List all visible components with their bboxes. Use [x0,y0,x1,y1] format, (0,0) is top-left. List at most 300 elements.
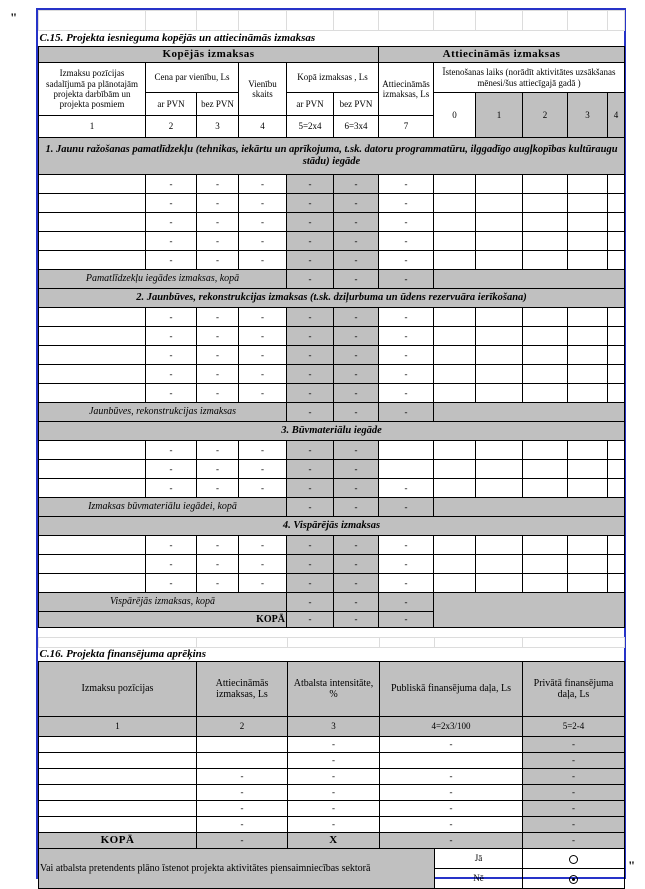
column-header-row [39,63,625,93]
empty-cell [197,11,239,31]
timeline-input[interactable] [568,346,608,365]
column-number: 1 [39,717,197,737]
grand-total-label: KOPĀ [39,833,197,849]
value-cell[interactable]: - [287,213,334,232]
timeline-input[interactable] [568,194,608,213]
item-input[interactable] [39,785,197,801]
value-cell[interactable]: - [334,365,379,384]
value-cell: - [288,801,380,817]
blank-row [39,11,625,31]
item-input[interactable] [39,737,197,753]
timeline-input[interactable] [608,536,625,555]
grand-total-value: - [523,833,625,849]
column-number: 1 [39,116,146,138]
timeline-input[interactable] [523,327,568,346]
value-cell[interactable]: - [146,460,197,479]
value-cell[interactable]: - [197,327,239,346]
timeline-input[interactable] [434,536,476,555]
timeline-input[interactable] [608,213,625,232]
value-cell[interactable]: - [239,555,287,574]
timeline-input[interactable] [608,574,625,593]
value-cell: - [523,769,625,785]
data-row [39,251,625,270]
value-cell[interactable]: - [287,175,334,194]
column-number: 3 [197,116,239,138]
value-cell[interactable]: - [239,441,287,460]
timeline-input[interactable] [523,213,568,232]
empty-cell [379,11,434,31]
item-input[interactable] [39,441,146,460]
timeline-input[interactable] [476,460,523,479]
value-cell[interactable]: - [146,213,197,232]
timeline-input[interactable] [434,327,476,346]
timeline-input[interactable] [476,346,523,365]
value-cell[interactable]: - [379,194,434,213]
value-cell[interactable]: - [239,574,287,593]
data-row [39,753,625,769]
timeline-input[interactable] [568,460,608,479]
value-cell[interactable]: - [197,308,239,327]
subtotal-value: - [379,593,434,612]
subtotal-value: - [287,270,334,289]
column-number: 2 [197,717,288,737]
value-cell[interactable]: - [379,327,434,346]
timeline-input[interactable] [476,194,523,213]
empty-cell [239,11,287,31]
timeline-input[interactable] [523,555,568,574]
timeline-input[interactable] [476,441,523,460]
grand-total-value: - [334,612,379,628]
timeline-input[interactable] [568,213,608,232]
timeline-input[interactable] [523,346,568,365]
shaded-block [434,403,625,422]
timeline-input[interactable] [476,384,523,403]
timeline-input[interactable] [434,251,476,270]
value-cell[interactable]: - [146,536,197,555]
timeline-input[interactable] [523,384,568,403]
value-cell[interactable]: - [287,308,334,327]
value-cell[interactable]: - [197,574,239,593]
timeline-input[interactable] [568,251,608,270]
timeline-input[interactable] [434,574,476,593]
value-cell[interactable]: - [197,479,239,498]
grand-total-label: KOPĀ [39,612,287,628]
empty-cell [39,638,197,648]
data-row [39,175,625,194]
value-cell[interactable]: - [287,441,334,460]
timeline-input[interactable] [523,232,568,251]
value-cell[interactable]: - [287,251,334,270]
value-cell[interactable]: - [287,194,334,213]
value-cell[interactable]: - [379,574,434,593]
value-cell[interactable]: - [287,555,334,574]
item-input[interactable] [39,232,146,251]
value-cell[interactable]: - [146,555,197,574]
empty-cell [39,11,146,31]
value-cell[interactable]: - [239,460,287,479]
value-cell[interactable]: - [239,327,287,346]
value-cell[interactable]: - [197,346,239,365]
timeline-input[interactable] [608,555,625,574]
value-cell[interactable]: - [334,308,379,327]
timeline-input[interactable] [608,175,625,194]
data-row [39,441,625,460]
timeline-input[interactable] [434,213,476,232]
value-cell[interactable]: - [146,479,197,498]
value-cell[interactable]: - [146,175,197,194]
timeline-input[interactable] [476,365,523,384]
value-cell[interactable]: - [379,384,434,403]
year-header-3: 3 [568,93,608,138]
col-header: Privātā finansējuma daļa, Ls [523,662,625,717]
timeline-input[interactable] [568,365,608,384]
value-cell[interactable]: - [334,441,379,460]
value-cell[interactable]: - [334,327,379,346]
subtotal-label: Vispārējās izmaksas, kopā [39,593,287,612]
timeline-input[interactable] [568,308,608,327]
col-header-total: Kopā izmaksas , Ls [287,63,379,93]
subtotal-label: Pamatlīdzekļu iegādes izmaksas, kopā [39,270,287,289]
value-cell[interactable]: - [334,574,379,593]
subtotal-value: - [334,270,379,289]
subtotal-value: - [334,403,379,422]
timeline-input[interactable] [608,194,625,213]
item-input[interactable] [39,213,146,232]
group-header-eligible: Attiecināmās izmaksas [379,47,625,63]
grand-total-value: - [380,833,523,849]
value-cell[interactable]: - [239,175,287,194]
value-cell[interactable]: - [334,175,379,194]
subtotal-row [39,403,625,422]
item-input[interactable] [39,460,146,479]
timeline-input[interactable] [434,384,476,403]
column-number: 6=3x4 [334,116,379,138]
timeline-input[interactable] [434,194,476,213]
value-cell[interactable]: - [197,194,239,213]
value-cell[interactable]: - [146,194,197,213]
question-row [39,849,625,869]
value-cell[interactable]: - [334,346,379,365]
timeline-input[interactable] [476,232,523,251]
timeline-input[interactable] [608,365,625,384]
timeline-input[interactable] [476,213,523,232]
value-cell[interactable]: - [197,817,288,833]
value-cell[interactable]: - [239,308,287,327]
column-number: 5=2x4 [287,116,334,138]
subtotal-value: - [379,498,434,517]
empty-cell [523,11,568,31]
timeline-input[interactable] [608,460,625,479]
value-cell[interactable]: - [334,251,379,270]
value-cell[interactable]: - [197,441,239,460]
timeline-input[interactable] [568,536,608,555]
item-input[interactable] [39,555,146,574]
timeline-input[interactable] [434,346,476,365]
value-cell[interactable]: - [197,232,239,251]
value-cell[interactable]: - [334,555,379,574]
timeline-input[interactable] [523,536,568,555]
timeline-input[interactable] [434,365,476,384]
value-cell: - [288,785,380,801]
subheader-total-vat: ar PVN [287,93,334,116]
section-header: 4. Vispārējās izmaksas [39,517,625,536]
c16-financing-table [38,637,625,889]
timeline-input[interactable] [608,232,625,251]
year-header-1: 1 [476,93,523,138]
value-cell[interactable]: - [334,384,379,403]
value-cell [380,753,523,769]
col-header-units: Vienību skaits [239,63,287,116]
value-cell[interactable]: - [379,346,434,365]
value-cell[interactable]: - [197,213,239,232]
value-cell[interactable]: - [379,479,434,498]
data-row [39,817,625,833]
data-row [39,574,625,593]
item-input[interactable] [39,536,146,555]
value-cell[interactable]: - [197,769,288,785]
subtotal-row [39,498,625,517]
year-header-4: 4 [608,93,625,138]
value-cell[interactable]: - [197,555,239,574]
timeline-input[interactable] [476,574,523,593]
value-cell[interactable]: - [379,555,434,574]
value-cell[interactable]: - [334,536,379,555]
radio-button-icon[interactable] [569,875,578,884]
timeline-input[interactable] [568,327,608,346]
data-row [39,479,625,498]
item-input[interactable] [39,801,197,817]
value-cell: - [288,753,380,769]
item-input[interactable] [39,365,146,384]
column-number: 5=2-4 [523,717,625,737]
quote-mark-close: " [628,858,636,873]
value-cell[interactable]: - [287,574,334,593]
item-input[interactable] [39,175,146,194]
value-cell[interactable]: - [379,308,434,327]
timeline-input[interactable] [434,232,476,251]
column-number: 7 [379,116,434,138]
section-header: 3. Būvmateriālu iegāde [39,422,625,441]
timeline-input[interactable] [608,346,625,365]
value-cell[interactable]: - [239,213,287,232]
value-cell[interactable]: - [287,232,334,251]
value-cell[interactable]: - [239,479,287,498]
value-cell[interactable]: - [146,365,197,384]
value-cell[interactable]: - [239,384,287,403]
timeline-input[interactable] [476,251,523,270]
section-header: 1. Jaunu ražošanas pamatlīdzekļu (tehnikas, iekārtu un aprīkojuma, t.sk. datoru programmatūru, ilggadīgo augļkopības kultūraugu stādu) iegāde [39,138,625,175]
value-cell[interactable]: - [379,213,434,232]
timeline-input[interactable] [608,327,625,346]
value-cell[interactable]: - [197,365,239,384]
value-cell[interactable]: - [287,384,334,403]
value-cell[interactable]: - [287,346,334,365]
value-cell[interactable]: - [197,384,239,403]
timeline-input[interactable] [476,308,523,327]
value-cell[interactable]: - [287,536,334,555]
radio-yes[interactable] [523,849,625,869]
value-cell[interactable] [379,441,434,460]
empty-cell [380,638,435,648]
timeline-input[interactable] [434,460,476,479]
timeline-input[interactable] [523,365,568,384]
value-cell: - [380,817,523,833]
timeline-input[interactable] [568,384,608,403]
data-row [39,232,625,251]
value-cell[interactable]: - [146,574,197,593]
item-input[interactable] [39,769,197,785]
subheader-total-novat: bez PVN [334,93,379,116]
timeline-input[interactable] [476,479,523,498]
value-cell[interactable]: - [146,346,197,365]
item-input[interactable] [39,251,146,270]
col-header-price: Cena par vienību, Ls [146,63,239,93]
radio-button-icon[interactable] [569,855,578,864]
timeline-input[interactable] [608,441,625,460]
timeline-input[interactable] [568,555,608,574]
value-cell: - [523,817,625,833]
subtotal-value: - [334,498,379,517]
section-header-row [39,138,625,175]
value-cell[interactable]: - [287,365,334,384]
value-cell[interactable]: - [197,175,239,194]
timeline-input[interactable] [608,308,625,327]
value-cell[interactable]: - [287,327,334,346]
timeline-input[interactable] [476,536,523,555]
value-cell[interactable]: - [287,460,334,479]
item-input[interactable] [39,327,146,346]
value-cell: - [523,785,625,801]
subtotal-value: - [287,403,334,422]
value-cell[interactable]: - [239,536,287,555]
option-label-yes: Jā [435,849,523,869]
item-input[interactable] [39,194,146,213]
timeline-input[interactable] [476,327,523,346]
value-cell[interactable]: - [146,441,197,460]
value-cell[interactable]: - [287,479,334,498]
item-input[interactable] [39,479,146,498]
group-header-row [39,47,625,63]
value-cell[interactable]: - [334,460,379,479]
value-cell: - [288,737,380,753]
subtotal-row [39,593,625,612]
value-cell[interactable]: - [197,460,239,479]
subtotal-row [39,270,625,289]
col-header: Izmaksu pozīcijas [39,662,197,717]
timeline-input[interactable] [568,479,608,498]
timeline-input[interactable] [523,175,568,194]
value-cell[interactable]: - [334,213,379,232]
value-cell[interactable]: - [334,194,379,213]
timeline-input[interactable] [523,194,568,213]
item-input[interactable] [39,346,146,365]
timeline-input[interactable] [608,384,625,403]
timeline-input[interactable] [434,308,476,327]
timeline-input[interactable] [568,232,608,251]
grand-total-value: - [287,612,334,628]
item-input[interactable] [39,817,197,833]
timeline-input[interactable] [568,441,608,460]
timeline-input[interactable] [608,251,625,270]
value-cell[interactable]: - [334,232,379,251]
value-cell[interactable] [197,753,288,769]
value-cell[interactable]: - [146,251,197,270]
timeline-input[interactable] [568,175,608,194]
empty-cell [146,11,197,31]
value-cell: - [288,817,380,833]
col-header-timeline: Īstenošanas laiks (norādīt aktivitātes uzsākšanas mēnesi/šus attiecīgajā gadā ) [434,63,625,93]
year-header-2: 2 [523,93,568,138]
shaded-block [434,593,625,628]
value-cell[interactable]: - [197,801,288,817]
c15-cost-table [38,10,625,628]
value-cell[interactable]: - [146,327,197,346]
data-row [39,384,625,403]
value-cell[interactable] [379,460,434,479]
value-cell[interactable]: - [197,251,239,270]
value-cell[interactable]: - [197,536,239,555]
empty-cell [197,638,288,648]
value-cell[interactable]: - [239,194,287,213]
value-cell[interactable]: - [379,251,434,270]
timeline-input[interactable] [523,441,568,460]
value-cell: - [523,737,625,753]
timeline-input[interactable] [568,574,608,593]
col-header-eligible: Attiecināmās izmaksas, Ls [379,63,434,116]
value-cell[interactable]: - [146,384,197,403]
timeline-input[interactable] [523,308,568,327]
value-cell[interactable]: - [197,785,288,801]
value-cell[interactable]: - [379,365,434,384]
timeline-input[interactable] [523,479,568,498]
title-row [39,31,625,47]
data-row [39,769,625,785]
value-cell[interactable]: - [239,365,287,384]
timeline-input[interactable] [476,555,523,574]
grand-total-value: - [197,833,288,849]
item-input[interactable] [39,384,146,403]
item-input[interactable] [39,308,146,327]
timeline-input[interactable] [434,441,476,460]
value-cell[interactable]: - [379,232,434,251]
value-cell[interactable]: - [146,232,197,251]
timeline-input[interactable] [434,555,476,574]
dairy-sector-question: Vai atbalsta pretendents plāno īstenot projekta aktivitātes piensaimniecības sektorā [39,849,435,889]
value-cell: - [380,785,523,801]
value-cell[interactable]: - [334,479,379,498]
value-cell[interactable]: - [239,232,287,251]
item-input[interactable] [39,753,197,769]
timeline-input[interactable] [434,175,476,194]
timeline-input[interactable] [523,460,568,479]
timeline-input[interactable] [523,574,568,593]
empty-cell [608,11,625,31]
value-cell[interactable]: - [239,346,287,365]
timeline-input[interactable] [476,175,523,194]
col-header: Atbalsta intensitāte, % [288,662,380,717]
timeline-input[interactable] [523,251,568,270]
value-cell[interactable] [197,737,288,753]
item-input[interactable] [39,574,146,593]
value-cell[interactable]: - [239,251,287,270]
value-cell[interactable]: - [146,308,197,327]
timeline-input[interactable] [434,479,476,498]
data-row [39,194,625,213]
option-label-no: Nē [435,869,523,889]
value-cell[interactable]: - [379,536,434,555]
timeline-input[interactable] [608,479,625,498]
value-cell[interactable]: - [379,175,434,194]
